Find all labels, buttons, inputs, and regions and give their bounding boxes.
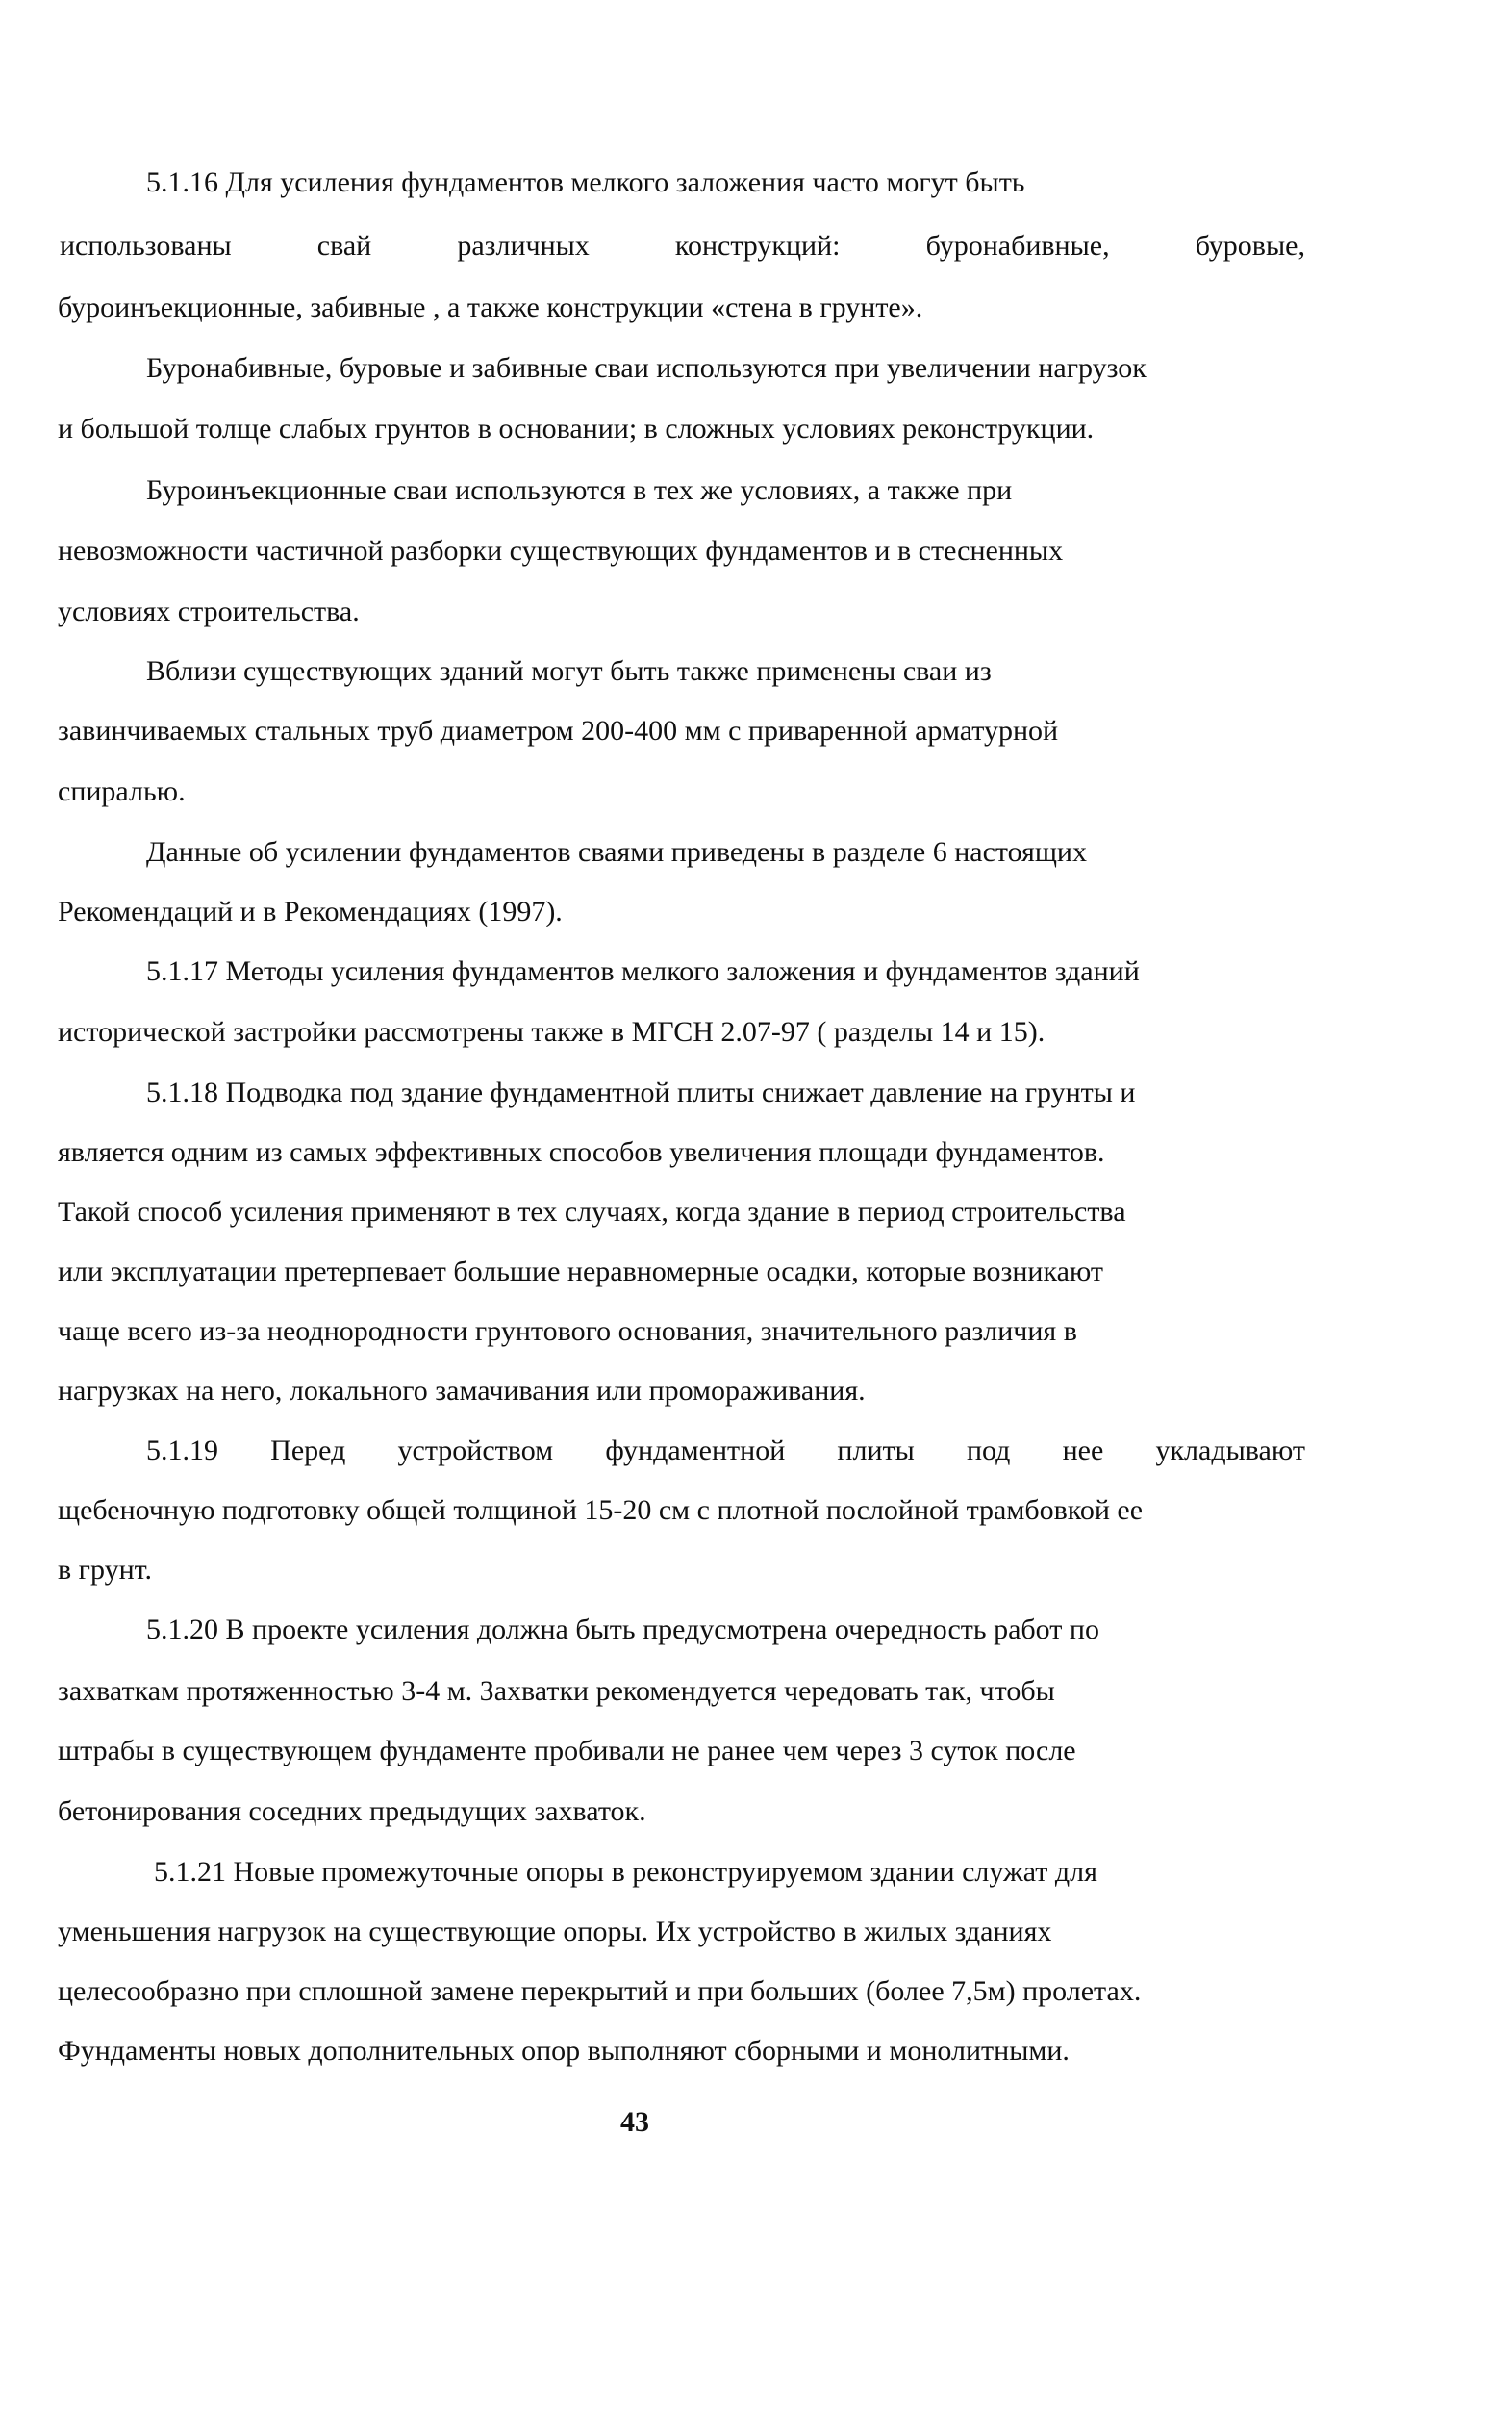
page-number: 43 [620,2106,649,2138]
paragraph-5-1-17-line-2: исторической застройки рассмотрены также в МГСН 2.07-97 ( разделы 14 и 15). [58,1016,1046,1048]
paragraph-dannye-line-2: Рекомендаций и в Рекомендациях (1997). [58,896,563,927]
word: устройством [397,1435,554,1466]
word: Перед [270,1435,346,1466]
paragraph-5-1-21-line-1: 5.1.21 Новые промежуточные опоры в реконструируемом здании служат для [154,1856,1097,1888]
paragraph-5-1-20-line-3: штрабы в существующем фундаменте пробивали не ранее чем через 3 суток после [58,1735,1076,1766]
word: свай [316,230,372,262]
paragraph-5-1-18-line-6: нагрузках на него, локального замачивания или промораживания. [58,1375,866,1407]
paragraph-buronabivnye-line-2: и большой толще слабых грунтов в основании; в сложных условиях реконструкции. [58,413,1095,445]
paragraph-buroinjektsionnye-line-3: условиях строительства. [58,596,360,627]
paragraph-buroinjektsionnye-line-2: невозможности частичной разборки существующих фундаментов и в стесненных [58,535,1064,567]
word: 5.1.19 [146,1435,218,1466]
paragraph-vblizi-line-1: Вблизи существующих зданий могут быть также применены сваи из [146,655,992,687]
paragraph-5-1-18-line-2: является одним из самых эффективных способов увеличения площади фундаментов. [58,1136,1105,1168]
paragraph-5-1-19-line-1 [146,1434,1305,1468]
paragraph-5-1-19-line-2: щебеночную подготовку общей толщиной 15-20 см с плотной послойной трамбовкой ее [58,1494,1144,1526]
paragraph-5-1-16-line-3: буроинъекционные, забивные , а также конструкции «стена в грунте». [58,292,923,323]
word: буронабивные, [925,230,1110,262]
paragraph-buroinjektsionnye-line-1: Буроинъекционные сваи используются в тех же условиях, а также при [146,474,1013,506]
word: укладывают [1155,1435,1305,1466]
paragraph-dannye-line-1: Данные об усилении фундаментов сваями приведены в разделе 6 настоящих [146,836,1087,868]
paragraph-5-1-20-line-2: захваткам протяженностью 3-4 м. Захватки рекомендуется чередовать так, чтобы [58,1675,1055,1707]
paragraph-5-1-18-line-4: или эксплуатации претерпевает большие неравномерные осадки, которые возникают [58,1256,1104,1287]
paragraph-5-1-20-line-1: 5.1.20 В проекте усиления должна быть предусмотрена очередность работ по [146,1614,1099,1645]
paragraph-5-1-16-line-2 [60,229,1305,264]
paragraph-5-1-18-line-3: Такой способ усиления применяют в тех случаях, когда здание в период строительства [58,1196,1126,1228]
word: использованы [60,230,232,262]
word: плиты [837,1435,915,1466]
paragraph-buronabivnye-line-1: Буронабивные, буровые и забивные сваи используются при увеличении нагрузок [146,352,1147,384]
word: под [966,1435,1011,1466]
paragraph-5-1-21-line-2: уменьшения нагрузок на существующие опоры. Их устройство в жилых зданиях [58,1916,1052,1947]
word: конструкций: [674,230,841,262]
paragraph-5-1-21-line-4: Фундаменты новых дополнительных опор выполняют сборными и монолитными. [58,2035,1070,2067]
word: нее [1062,1435,1104,1466]
word: буровые, [1195,230,1305,262]
paragraph-vblizi-line-3: спиралью. [58,775,186,807]
paragraph-5-1-18-line-5: чаще всего из-за неоднородности грунтового основания, значительного различия в [58,1315,1077,1347]
paragraph-5-1-20-line-4: бетонирования соседних предыдущих захваток. [58,1795,646,1827]
paragraph-vblizi-line-2: завинчиваемых стальных труб диаметром 200-400 мм с приваренной арматурной [58,715,1059,747]
paragraph-5-1-16-line-1: 5.1.16 Для усиления фундаментов мелкого заложения часто могут быть [146,166,1025,198]
paragraph-5-1-21-line-3: целесообразно при сплошной замене перекрытий и при больших (более 7,5м) пролетах. [58,1975,1142,2007]
paragraph-5-1-17-line-1: 5.1.17 Методы усиления фундаментов мелкого заложения и фундаментов зданий [146,955,1140,987]
paragraph-5-1-18-line-1: 5.1.18 Подводка под здание фундаментной плиты снижает давление на грунты и [146,1077,1136,1108]
word: различных [457,230,590,262]
paragraph-5-1-19-line-3: в грунт. [58,1554,152,1586]
word: фундаментной [605,1435,786,1466]
